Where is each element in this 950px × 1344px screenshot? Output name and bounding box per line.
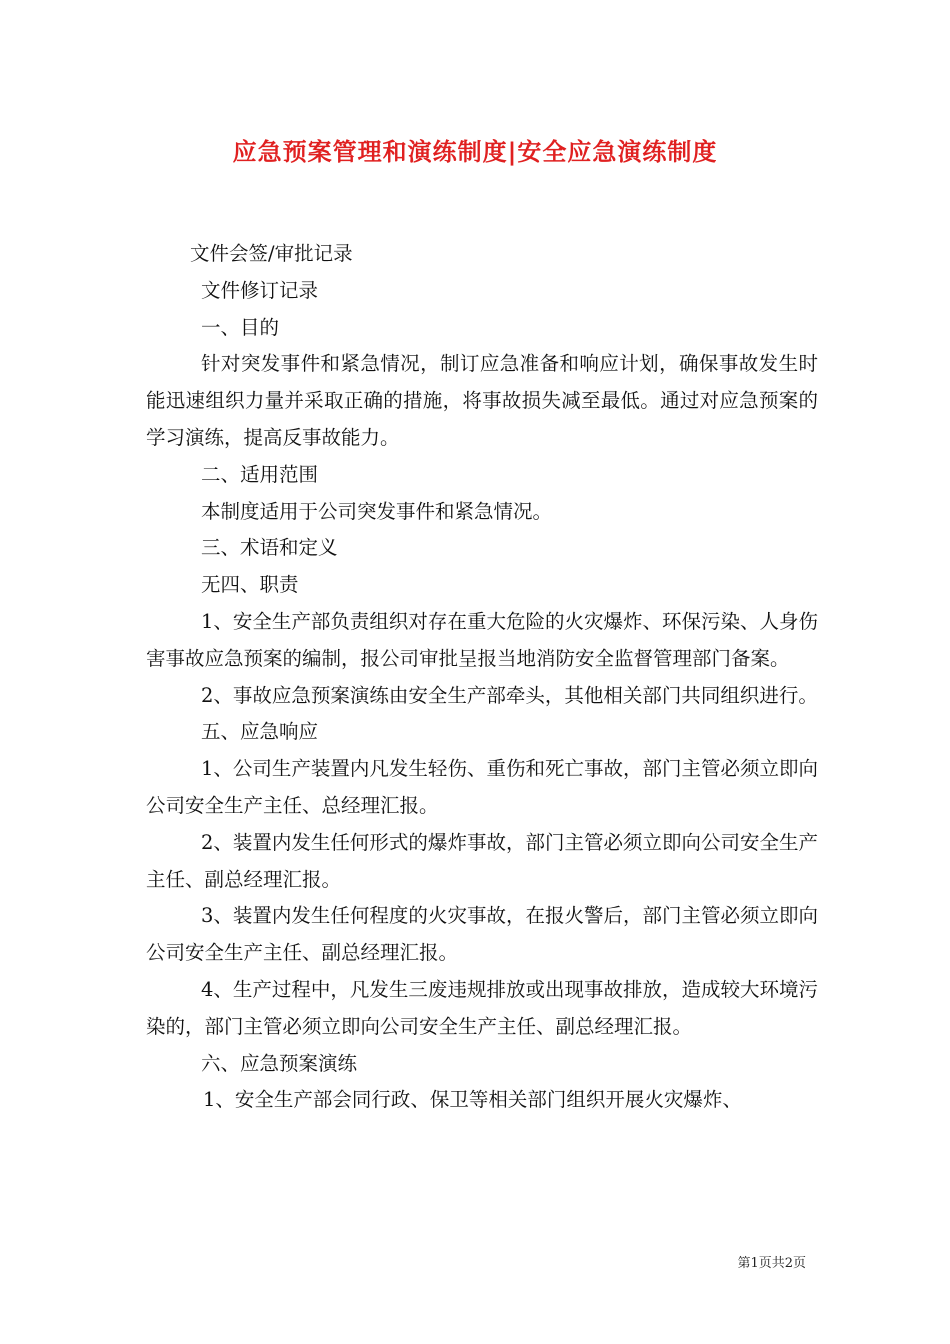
paragraph-drill-1: 1、安全生产部会同行政、保卫等相关部门组织开展火灾爆炸、 <box>203 1088 742 1112</box>
paragraph-response-3: 3、装置内发生任何程度的火灾事故，在报火警后，部门主管必须立即向公司安全生产主任、副总经理汇报。 <box>146 904 818 965</box>
section-heading-response: 五、应急响应 <box>201 720 319 744</box>
paragraph-scope: 本制度适用于公司突发事件和紧急情况。 <box>201 499 553 523</box>
section-heading-terms: 三、术语和定义 <box>201 536 338 560</box>
heading-approval-record: 文件会签/审批记录 <box>190 242 353 265</box>
heading-revision-record: 文件修订记录 <box>201 278 319 302</box>
document-body <box>146 236 818 1119</box>
section-heading-scope: 二、适用范围 <box>201 462 319 486</box>
section-heading-duties: 无四、职责 <box>201 573 299 597</box>
paragraph-duty-2: 2、事故应急预案演练由安全生产部牵头，其他相关部门共同组织进行。 <box>201 683 818 707</box>
section-heading-purpose: 一、目的 <box>201 315 280 339</box>
paragraph-purpose: 针对突发事件和紧急情况，制订应急准备和响应计划，确保事故发生时能迅速组织力量并采取正确的措施，将事故损失减至最低。通过对应急预案的学习演练，提高反事故能力。 <box>146 352 818 449</box>
paragraph-duty-1: 1、安全生产部负责组织对存在重大危险的火灾爆炸、环保污染、人身伤害事故应急预案的编制，报公司审批呈报当地消防安全监督管理部门备案。 <box>146 609 818 670</box>
page-number: 第1页共2页 <box>737 1256 806 1271</box>
paragraph-response-1: 1、公司生产装置内凡发生轻伤、重伤和死亡事故，部门主管必须立即向公司安全生产主任、总经理汇报。 <box>146 757 818 817</box>
paragraph-response-2: 2、装置内发生任何形式的爆炸事故，部门主管必须立即向公司安全生产主任、副总经理汇报。 <box>146 830 818 891</box>
section-heading-drill: 六、应急预案演练 <box>201 1051 358 1075</box>
paragraph-response-4: 4、生产过程中，凡发生三废违规排放或出现事故排放，造成较大环境污染的，部门主管必须立即向公司安全生产主任、副总经理汇报。 <box>146 977 818 1038</box>
document-title: 应急预案管理和演练制度|安全应急演练制度 <box>232 138 718 166</box>
